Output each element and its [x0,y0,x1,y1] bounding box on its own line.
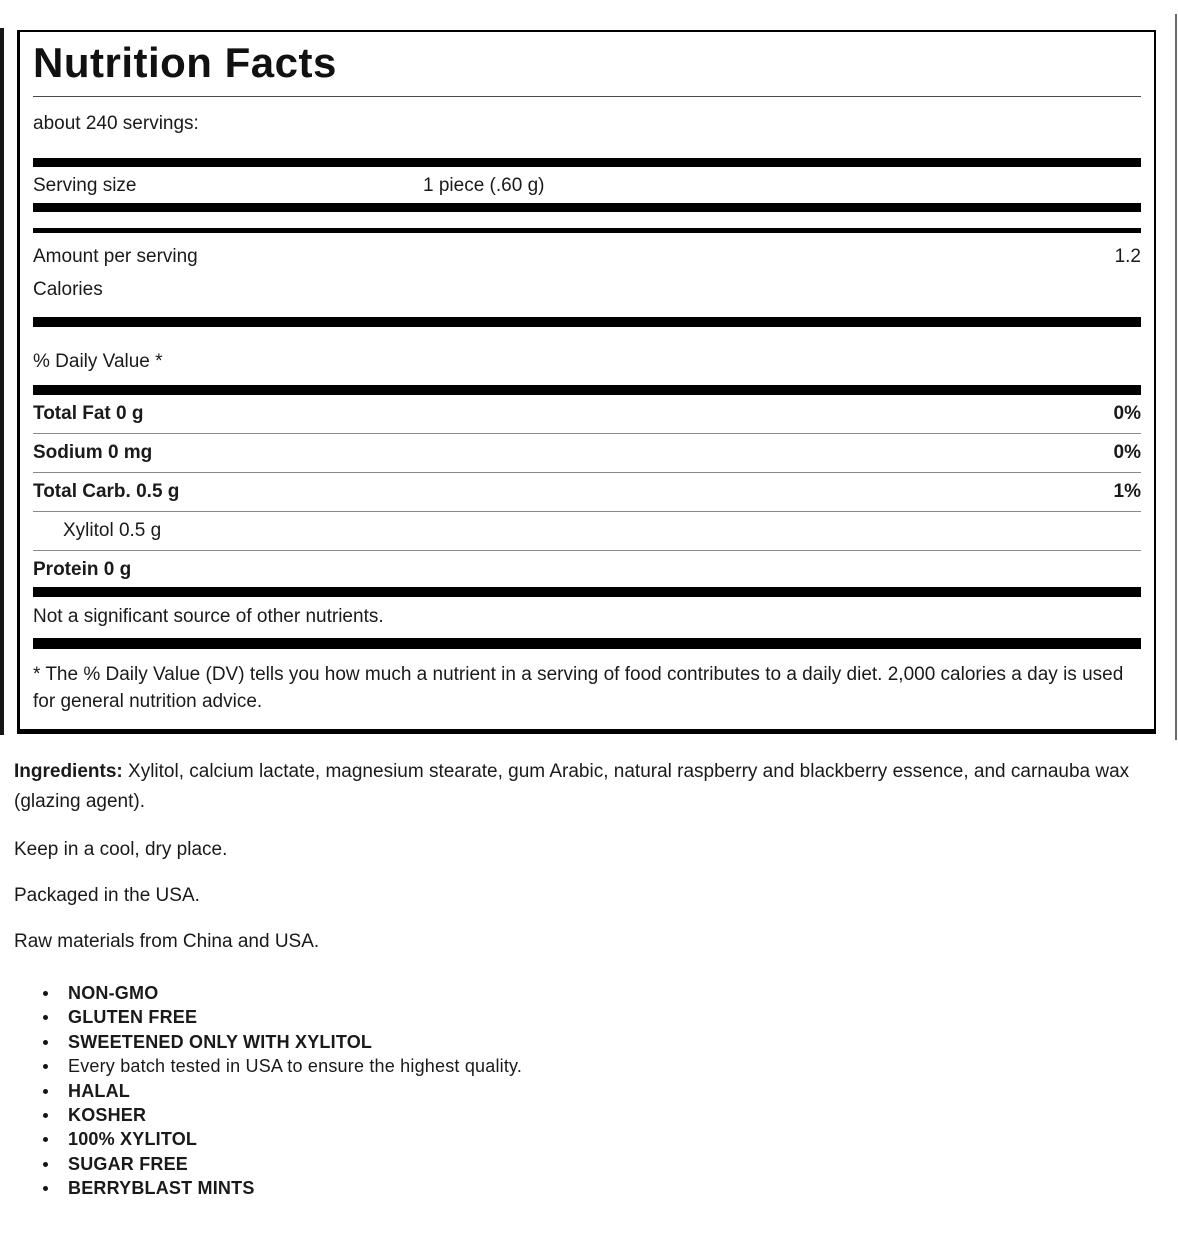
thick-divider [33,385,1141,395]
storage-instructions: Keep in a cool, dry place. [14,839,228,860]
nutrition-facts-title: Nutrition Facts [33,39,337,86]
product-details-section [14,735,1144,1201]
daily-value-header: % Daily Value * [33,351,163,372]
thick-divider [33,317,1141,327]
nutrient-name: Protein 0 g [33,559,132,580]
nutrient-row [33,551,1141,587]
right-edge-border-artifact [1175,14,1177,740]
feature-list-item: 100% XYLITOL [68,1127,1144,1151]
nutrient-name: Sodium 0 mg [33,442,153,463]
nutrient-row [33,473,1141,512]
packaged-in-line: Packaged in the USA. [14,885,200,906]
feature-list-item: SUGAR FREE [68,1152,1144,1176]
spacer [33,212,1141,228]
nutrient-name: Total Fat 0 g [33,403,144,424]
nutrient-row [33,395,1141,434]
nutrition-facts-box [17,30,1156,734]
feature-list-item: HALAL [68,1079,1144,1103]
nutrient-name: Total Carb. 0.5 g [33,481,180,502]
nutrient-daily-value: 0% [1113,403,1141,424]
feature-list-item: GLUTEN FREE [68,1005,1144,1029]
feature-list-item: BERRYBLAST MINTS [68,1176,1144,1200]
amount-per-serving-row [33,233,1141,268]
nutrient-rows [33,395,1141,587]
nutrient-row [33,512,1141,551]
nutrient-daily-value: 0% [1113,442,1141,463]
serving-size-value: 1 piece (.60 g) [423,175,545,196]
thick-divider [33,587,1141,597]
raw-materials-line: Raw materials from China and USA. [14,931,320,952]
product-feature-list [14,981,1144,1201]
serving-size-label: Serving size [33,175,137,196]
amount-per-serving-label: Amount per serving [33,246,198,267]
ingredients-text: Xylitol, calcium lactate, magnesium stearate, gum Arabic, natural raspberry and blackberry essence, and carnauba wax (glazing agent). [14,761,1130,812]
servings-count-line: about 240 servings: [33,113,199,134]
nutrient-daily-value: 1% [1113,481,1141,502]
nutrient-name: Xylitol 0.5 g [63,520,162,541]
daily-value-footnote: * The % Daily Value (DV) tells you how much a nutrient in a serving of food contributes to a daily diet. 2,000 calories a day is used for general nutrition advice. [33,664,1124,712]
feature-list-item: SWEETENED ONLY WITH XYLITOL [68,1030,1144,1054]
ingredients-paragraph [14,757,1144,817]
other-nutrients-note: Not a significant source of other nutrients. [33,606,384,627]
calories-label: Calories [33,279,103,300]
left-edge-border-artifact [0,28,4,735]
thick-divider [33,203,1141,212]
feature-list-item: NON-GMO [68,981,1144,1005]
serving-size-row [33,167,1141,203]
nutrient-row [33,434,1141,473]
thick-divider [33,158,1141,167]
calories-value: 1.2 [1114,246,1141,267]
thick-divider [33,638,1141,649]
ingredients-label: Ingredients: [14,761,123,782]
feature-list-item: Every batch tested in USA to ensure the highest quality. [68,1054,1144,1078]
feature-list-item: KOSHER [68,1103,1144,1127]
